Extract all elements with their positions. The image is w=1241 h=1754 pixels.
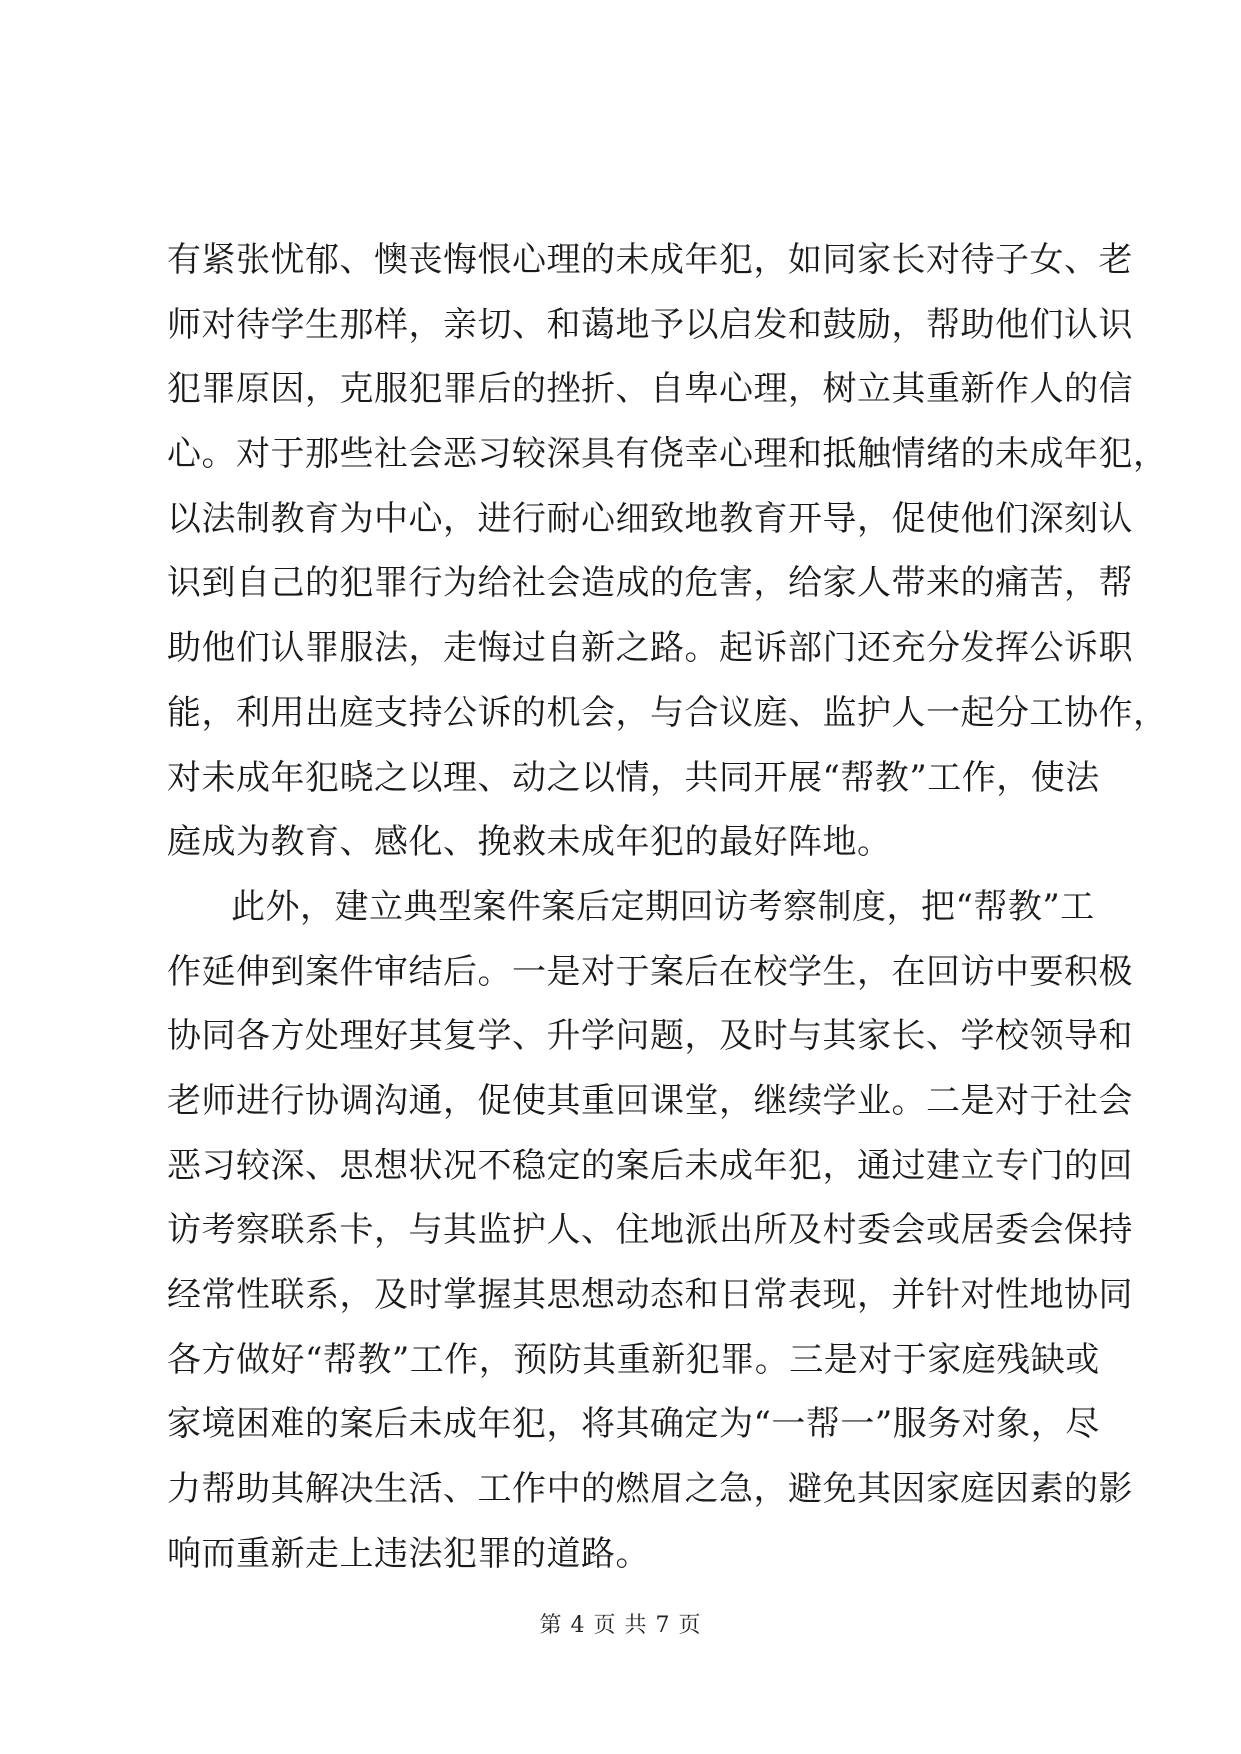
text-line: 协同各方处理好其复学、升学问题，及时与其家长、学校领导和 bbox=[167, 1016, 1133, 1057]
text-line: 响而重新走上违法犯罪的道路。 bbox=[167, 1533, 650, 1574]
page-number-label: 第 4 页 共 7 页 bbox=[539, 1613, 702, 1638]
document-body bbox=[167, 228, 1168, 1586]
text-line: 访考察联系卡，与其监护人、住地派出所及村委会或居委会保持 bbox=[167, 1210, 1133, 1251]
text-line: 师对待学生那样，亲切、和蔼地予以启发和鼓励，帮助他们认识 bbox=[167, 304, 1133, 345]
text-line: 作延伸到案件审结后。一是对于案后在校学生，在回访中要积极 bbox=[167, 951, 1133, 992]
text-line: 能，利用出庭支持公诉的机会，与合议庭、监护人一起分工协作， bbox=[167, 692, 1168, 733]
text-line: 老师进行协调沟通，促使其重回课堂，继续学业。二是对于社会 bbox=[167, 1080, 1133, 1121]
text-line: 对未成年犯晓之以理、动之以情，共同开展“帮教”工作，使法 bbox=[167, 757, 1100, 798]
page-footer bbox=[0, 1608, 1241, 1639]
text-line: 犯罪原因，克服犯罪后的挫折、自卑心理，树立其重新作人的信 bbox=[167, 369, 1133, 410]
text-line: 以法制教育为中心，进行耐心细致地教育开导，促使他们深刻认 bbox=[167, 498, 1133, 539]
text-line: 经常性联系，及时掌握其思想动态和日常表现，并针对性地协同 bbox=[167, 1275, 1133, 1315]
text-line: 各方做好“帮教”工作，预防其重新犯罪。三是对于家庭残缺或 bbox=[167, 1339, 1100, 1380]
text-line: 力帮助其解决生活、工作中的燃眉之急，避免其因家庭因素的影 bbox=[167, 1469, 1133, 1510]
text-line: 助他们认罪服法，走悔过自新之路。起诉部门还充分发挥公诉职 bbox=[167, 628, 1133, 669]
text-line: 家境困难的案后未成年犯，将其确定为“一帮一”服务对象，尽 bbox=[167, 1404, 1100, 1445]
paragraph-1 bbox=[167, 228, 1168, 875]
text-line: 庭成为教育、感化、挽救未成年犯的最好阵地。 bbox=[167, 822, 892, 863]
text-line: 心。对于那些社会恶习较深具有侥幸心理和抵触情绪的未成年犯， bbox=[167, 434, 1168, 475]
text-line: 识到自己的犯罪行为给社会造成的危害，给家人带来的痛苦，帮 bbox=[167, 563, 1133, 604]
paragraph-2 bbox=[167, 875, 1133, 1587]
text-line: 此外，建立典型案件案后定期回访考察制度，把“帮教”工 bbox=[231, 886, 1095, 927]
text-line: 有紧张忧郁、懊丧悔恨心理的未成年犯，如同家长对待子女、老 bbox=[167, 240, 1133, 280]
text-line: 恶习较深、思想状况不稳定的案后未成年犯，通过建立专门的回 bbox=[167, 1145, 1133, 1186]
